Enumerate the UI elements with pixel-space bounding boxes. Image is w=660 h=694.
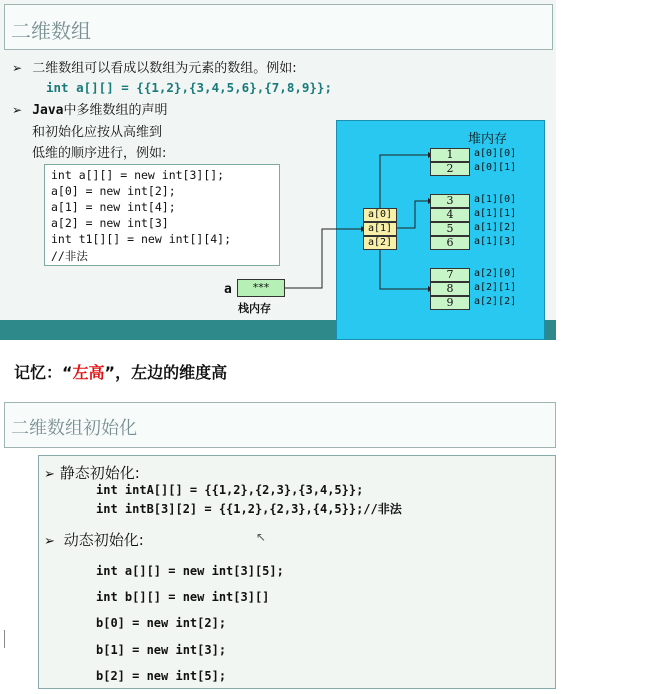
heap-element-cell: 7 — [430, 268, 470, 282]
memory-tip — [14, 360, 227, 383]
dynamic-init-label: 动态初始化: — [63, 531, 144, 549]
memory-tip-suffix: ”，左边的维度高 — [104, 363, 228, 382]
stack-variable-name: a — [224, 282, 232, 297]
dynamic-code-line: int a[][] = new int[3][5]; — [96, 564, 284, 578]
code-line: int a[][] = new int[3][]; — [51, 168, 225, 182]
bullet-1-text: 二维数组可以看成以数组为元素的数组。例如: — [32, 61, 297, 76]
heap-element-name: a[1][2] — [474, 222, 517, 233]
memory-tip-prefix: 记忆：“ — [14, 363, 73, 382]
row-reference-cell: a[0] — [363, 208, 397, 222]
arrow-bullet-icon: ➢ — [44, 534, 55, 549]
heap-element-name: a[1][3] — [474, 236, 517, 247]
code-line: a[0] = new int[2]; — [51, 184, 176, 198]
heap-element-name: a[2][0] — [474, 268, 517, 279]
stack-pointer-arrow — [285, 229, 361, 288]
heap-element-name: a[0][0] — [474, 148, 517, 159]
heap-element-cell: 5 — [430, 222, 470, 236]
heap-memory-label: 堆内存 — [468, 132, 508, 147]
heap-element-cell: 1 — [430, 148, 470, 162]
heap-element-cell: 4 — [430, 208, 470, 222]
heap-element-name: a[2][2] — [474, 296, 517, 307]
bullet-2-line-3: 低维的顺序进行，例如: — [32, 146, 167, 161]
mouse-cursor-icon: ↖ — [256, 530, 267, 544]
stack-memory-label: 栈内存 — [238, 302, 271, 315]
row-reference-cell: a[2] — [363, 236, 397, 250]
edge-divider — [4, 630, 5, 648]
static-code-line: int intA[][] = {{1,2},{2,3},{3,4,5}}; — [96, 483, 364, 497]
static-init-label: 静态初始化: — [59, 464, 140, 482]
java-word: Java — [32, 103, 64, 118]
code-line: //非法 — [51, 249, 88, 263]
heap-element-name: a[2][1] — [474, 282, 517, 293]
slide-title: 二维数组初始化 — [11, 418, 137, 439]
heap-element-cell: 9 — [430, 296, 470, 310]
static-code-line: int intB[3][2] = {{1,2},{2,3},{4,5}};//非法 — [96, 502, 402, 516]
arrow-bullet-icon: ➢ — [44, 467, 55, 482]
heap-element-cell: 6 — [430, 236, 470, 250]
stack-reference-cell: *** — [237, 279, 285, 297]
array-literal-example: int a[][] = {{1,2},{3,4,5,6},{7,8,9}}; — [46, 80, 332, 95]
heap-element-name: a[1][1] — [474, 208, 517, 219]
dynamic-code-line: b[2] = new int[5]; — [96, 669, 227, 683]
bullet-2-text: 中多维数组的声明 — [63, 103, 168, 118]
heap-element-cell: 2 — [430, 162, 470, 176]
dynamic-code-line: int b[][] = new int[3][] — [96, 590, 270, 604]
heap-element-cell: 8 — [430, 282, 470, 296]
heap-element-cell: 3 — [430, 194, 470, 208]
arrow-bullet-icon: ➢ — [12, 103, 23, 117]
dynamic-code-line: b[0] = new int[2]; — [96, 616, 227, 630]
bullet-2-line-2: 和初始化应按从高维到 — [32, 125, 163, 140]
row-reference-cell: a[1] — [363, 222, 397, 236]
heap-element-name: a[0][1] — [474, 162, 517, 173]
row2-pointer-arrow — [380, 250, 428, 289]
code-line: int t1[][] = new int[][4]; — [51, 232, 232, 246]
slide-title-box — [4, 402, 556, 448]
slide-title: 二维数组 — [11, 19, 91, 43]
row1-pointer-arrow — [397, 201, 428, 228]
code-line: a[2] = new int[3] — [51, 216, 169, 230]
static-init-heading — [44, 462, 140, 483]
dynamic-code-line: b[1] = new int[3]; — [96, 643, 227, 657]
dynamic-init-heading — [44, 529, 144, 550]
code-line: a[1] = new int[4]; — [51, 200, 176, 214]
memory-tip-highlight: 左高 — [72, 363, 105, 382]
heap-element-name: a[1][0] — [474, 194, 517, 205]
row0-pointer-arrow — [380, 155, 428, 214]
arrow-bullet-icon: ➢ — [12, 61, 23, 75]
